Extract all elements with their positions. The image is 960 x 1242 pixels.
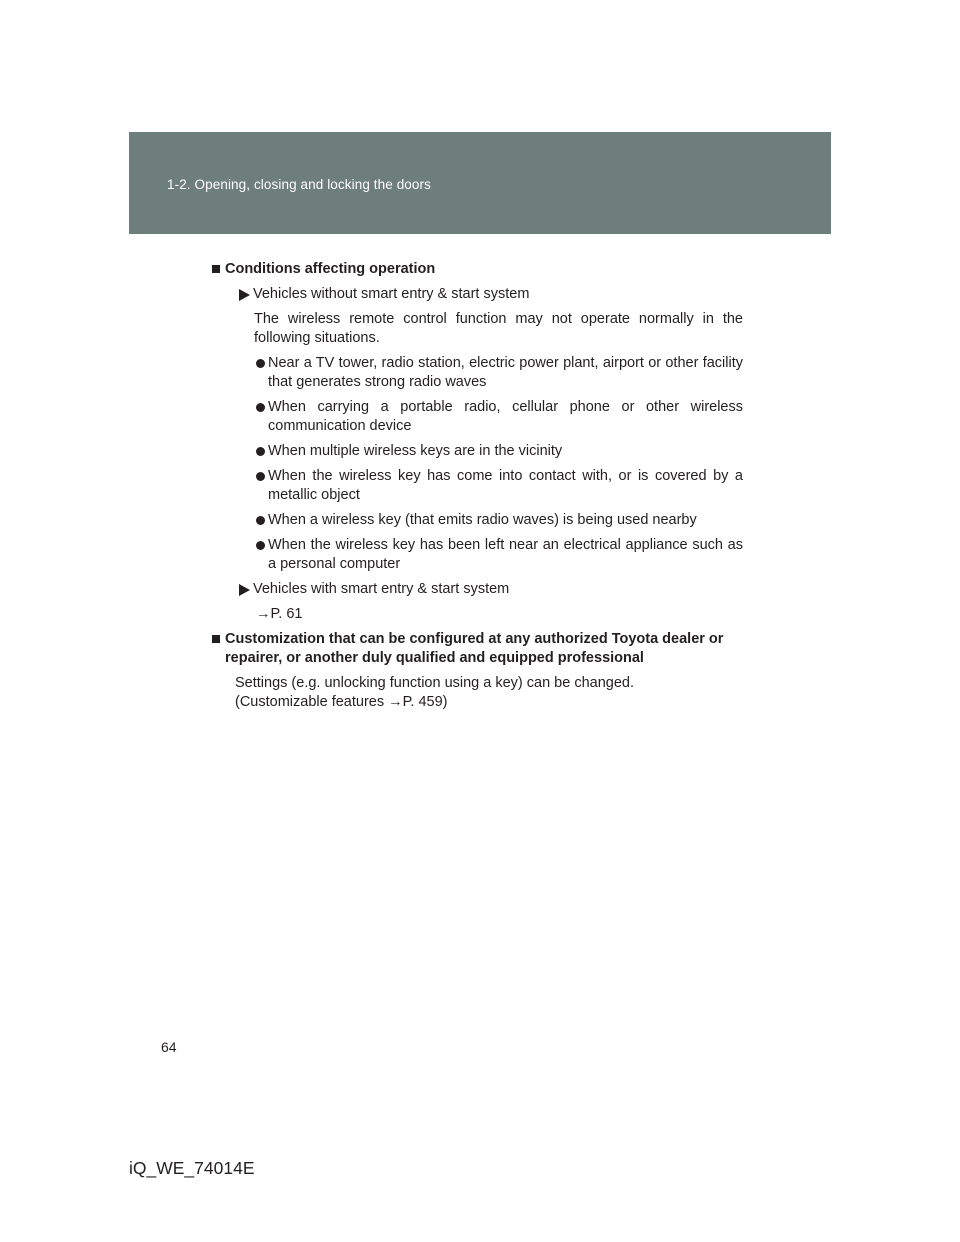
customizable-features-reference[interactable]: (Customizable features →P. 459) [235, 694, 448, 710]
section-heading-customization [211, 630, 743, 668]
section-heading-text: Customization that can be configured at any authorized Toyota dealer or repairer, or another duly qualified and equipped professional [225, 631, 724, 666]
triangle-marker-icon [239, 584, 250, 596]
page-content [211, 260, 743, 712]
customization-paragraph [211, 674, 743, 712]
page-reference-link[interactable]: →P. 61 [256, 606, 303, 622]
section-title: 1-2. Opening, closing and locking the doors [167, 177, 431, 192]
round-bullet-icon [256, 359, 265, 368]
round-bullet-icon [256, 472, 265, 481]
page-number: 64 [161, 1039, 177, 1055]
list-item: When a wireless key (that emits radio waves) is being used nearby [211, 511, 743, 530]
round-bullet-icon [256, 516, 265, 525]
list-item: When the wireless key has been left near an electrical appliance such as a personal computer [211, 536, 743, 574]
round-bullet-icon [256, 541, 265, 550]
subheading-without-smart-entry [211, 285, 743, 304]
intro-paragraph: The wireless remote control function may not operate normally in the following situations. [254, 311, 743, 346]
document-code: iQ_WE_74014E [129, 1158, 255, 1178]
list-item: When the wireless key has come into contact with, or is covered by a metallic object [211, 467, 743, 505]
customization-line: Settings (e.g. unlocking function using a key) can be changed. [235, 675, 635, 691]
triangle-marker-icon [239, 289, 250, 301]
subheading-with-smart-entry [211, 580, 743, 599]
square-bullet-icon [212, 635, 220, 643]
square-bullet-icon [212, 265, 220, 273]
subheading-text: Vehicles with smart entry & start system [253, 581, 510, 597]
list-item: When carrying a portable radio, cellular phone or other wireless communication device [211, 398, 743, 436]
round-bullet-icon [256, 403, 265, 412]
list-item: Near a TV tower, radio station, electric power plant, airport or other facility that generates strong radio waves [211, 354, 743, 392]
section-heading-text: Conditions affecting operation [225, 261, 436, 277]
round-bullet-icon [256, 447, 265, 456]
section-header-band [129, 132, 831, 234]
list-item: When multiple wireless keys are in the vicinity [211, 442, 743, 461]
subheading-text: Vehicles without smart entry & start system [253, 286, 530, 302]
section-heading-conditions [211, 260, 743, 279]
